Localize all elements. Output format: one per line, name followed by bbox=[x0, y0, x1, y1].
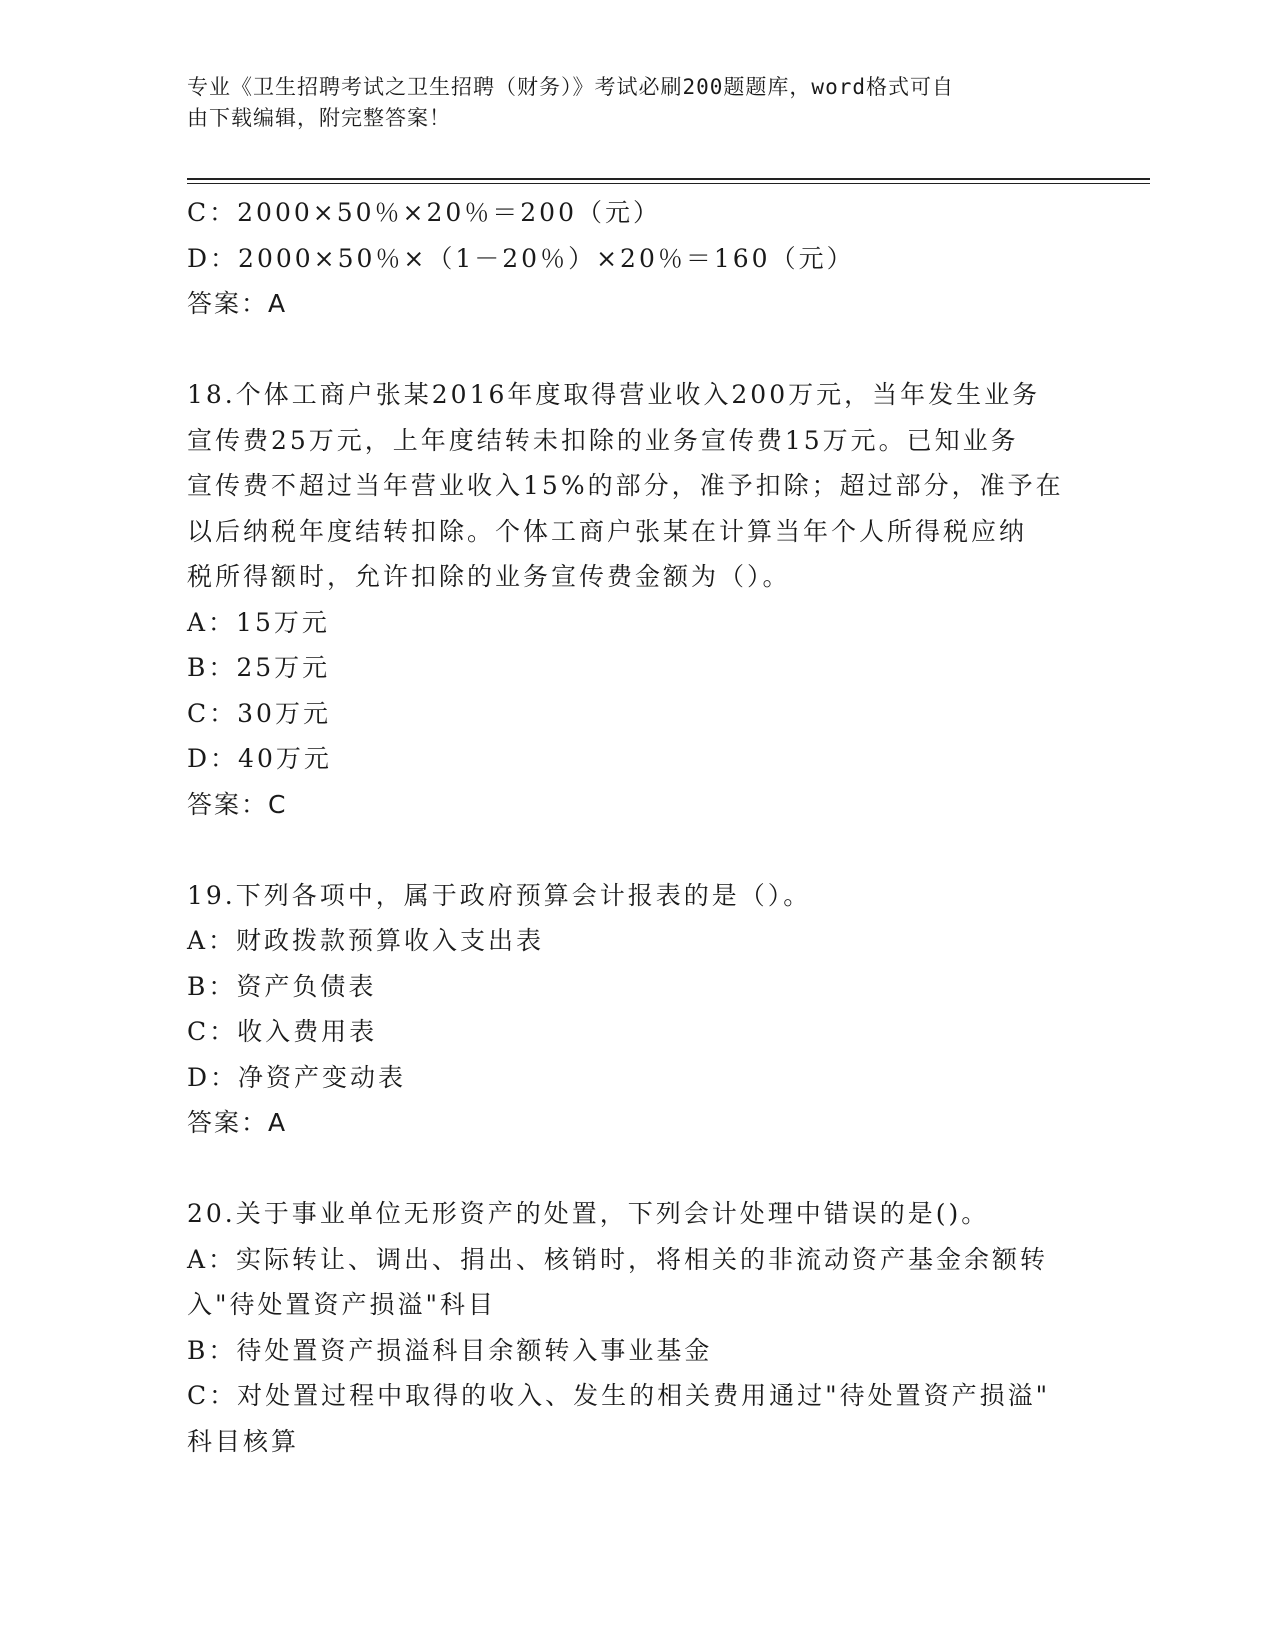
option-a-line: A：实际转让、调出、捐出、核销时，将相关的非流动资产基金余额转 bbox=[187, 1244, 1049, 1274]
option-c-line: C：对处置过程中取得的收入、发生的相关费用通过"待处置资产损溢" bbox=[187, 1381, 1051, 1410]
question-stem: 20.关于事业单位无形资产的处置，下列会计处理中错误的是()。 bbox=[187, 1199, 990, 1228]
option-c: C：2000×50％×20％＝200（元） bbox=[187, 198, 661, 227]
option-d: D：40万元 bbox=[187, 744, 332, 773]
question-content bbox=[187, 190, 1087, 1464]
option-a: A：财政拨款预算收入支出表 bbox=[187, 926, 545, 955]
option-b: B：资产负债表 bbox=[187, 971, 377, 1001]
header-divider-thin bbox=[187, 183, 1150, 184]
document-header bbox=[187, 72, 1067, 134]
question-stem-line: 宣传费25万元，上年度结转未扣除的业务宣传费15万元。已知业务 bbox=[187, 425, 1019, 455]
question-stem-line: 宣传费不超过当年营业收入15%的部分，准予扣除；超过部分，准予在 bbox=[187, 471, 1064, 500]
question-18 bbox=[187, 372, 1087, 827]
question-stem-line: 税所得额时，允许扣除的业务宣传费金额为（）。 bbox=[187, 562, 791, 591]
question-stem-line: 18.个体工商户张某2016年度取得营业收入200万元，当年发生业务 bbox=[187, 380, 1041, 409]
option-d: D：净资产变动表 bbox=[187, 1062, 407, 1092]
spacer bbox=[187, 827, 1087, 873]
answer: 答案：A bbox=[187, 289, 288, 318]
spacer bbox=[187, 327, 1087, 373]
option-b: B：待处置资产损溢科目余额转入事业基金 bbox=[187, 1335, 713, 1365]
option-c: C：30万元 bbox=[187, 698, 331, 728]
option-a: A：15万元 bbox=[187, 607, 330, 637]
header-line-2: 由下载编辑，附完整答案！ bbox=[187, 106, 451, 130]
spacer bbox=[187, 1146, 1087, 1192]
option-c-line: 科目核算 bbox=[187, 1426, 300, 1456]
header-line-1: 专业《卫生招聘考试之卫生招聘（财务）》考试必刷200题题库，word格式可自 bbox=[187, 75, 954, 99]
option-b: B：25万元 bbox=[187, 653, 331, 682]
question-20 bbox=[187, 1191, 1087, 1464]
question-19 bbox=[187, 873, 1087, 1146]
question-stem: 19.下列各项中，属于政府预算会计报表的是（）。 bbox=[187, 880, 812, 910]
question-stem-line: 以后纳税年度结转扣除。个体工商户张某在计算当年个人所得税应纳 bbox=[187, 516, 1028, 546]
answer: 答案：A bbox=[187, 1108, 288, 1137]
option-c: C：收入费用表 bbox=[187, 1017, 378, 1046]
option-d: D：2000×50％×（1－20％）×20％＝160（元） bbox=[187, 243, 855, 273]
option-a-line: 入"待处置资产损溢"科目 bbox=[187, 1290, 496, 1319]
header-divider-thick bbox=[187, 178, 1150, 180]
previous-question bbox=[187, 190, 1087, 327]
answer: 答案：C bbox=[187, 789, 288, 819]
